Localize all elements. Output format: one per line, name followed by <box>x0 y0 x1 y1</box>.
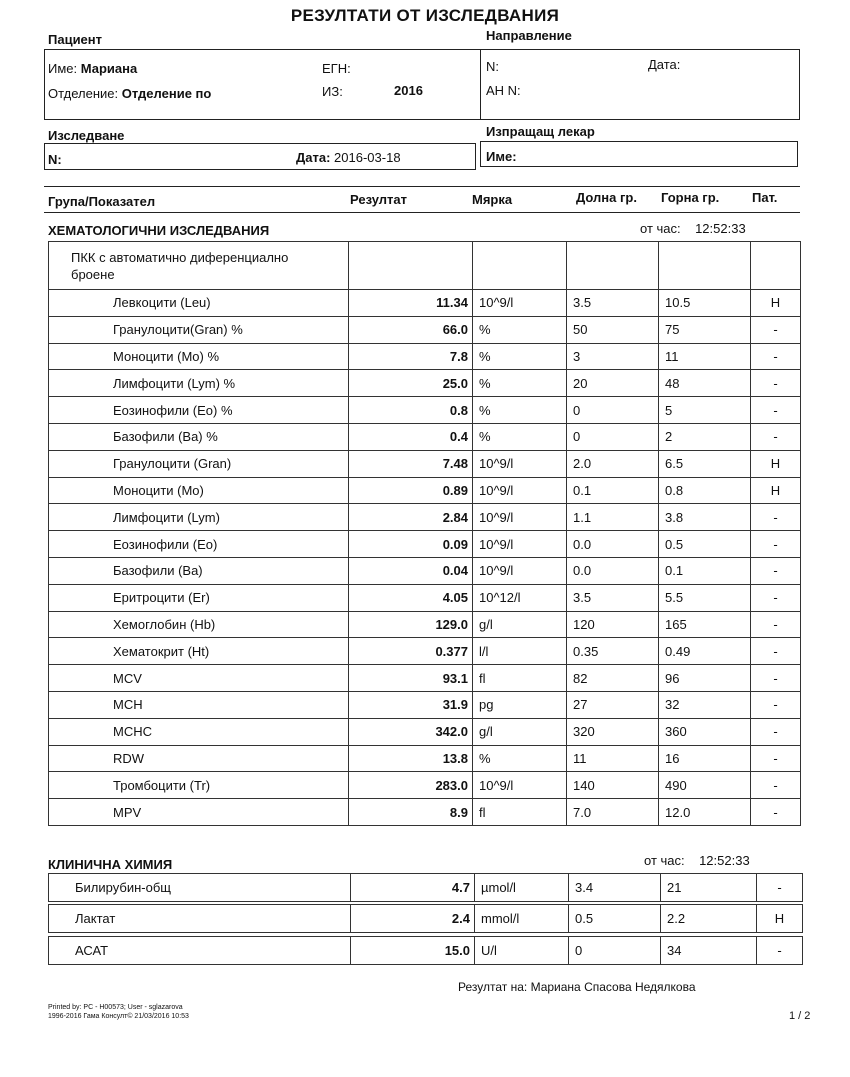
high-limit-cell: 490 <box>659 772 751 799</box>
table-row <box>49 584 801 611</box>
high-limit-cell: 48 <box>659 370 751 397</box>
pathology-flag-cell: - <box>751 799 801 826</box>
result-value-cell: 8.9 <box>349 799 473 826</box>
result-name-cell: MCV <box>49 665 349 692</box>
high-limit-cell: 0.49 <box>659 638 751 665</box>
chemistry-time <box>644 853 750 868</box>
table-row <box>49 718 801 745</box>
table-row <box>49 450 801 477</box>
patient-egn-label: ЕГН: <box>322 61 351 76</box>
referral-n-label: N: <box>486 59 499 74</box>
high-limit-cell: 6.5 <box>659 450 751 477</box>
result-unit-cell: l/l <box>473 638 567 665</box>
result-value-cell: 7.48 <box>349 450 473 477</box>
result-value-cell: 31.9 <box>349 691 473 718</box>
study-section-label: Изследване <box>48 128 125 143</box>
high-limit-cell: 32 <box>659 691 751 718</box>
patient-name-row <box>48 61 137 76</box>
header-bottom-rule <box>44 212 800 213</box>
chemistry-row-table <box>48 873 803 902</box>
high-limit-cell: 75 <box>659 316 751 343</box>
result-name-cell: Гранулоцити(Gran) % <box>49 316 349 343</box>
pathology-flag-cell: - <box>751 745 801 772</box>
high-limit-cell: 34 <box>661 937 757 965</box>
col-unit-header: Мярка <box>472 192 513 207</box>
result-unit-cell: g/l <box>473 611 567 638</box>
pathology-flag-cell: - <box>751 638 801 665</box>
pathology-flag-cell: - <box>751 370 801 397</box>
pathology-flag-cell: - <box>751 316 801 343</box>
pathology-flag-cell: - <box>751 772 801 799</box>
hematology-time <box>640 221 746 236</box>
result-value-cell: 2.84 <box>349 504 473 531</box>
referral-date-label: Дата: <box>648 57 681 72</box>
result-name-cell: Хематокрит (Ht) <box>49 638 349 665</box>
result-unit-cell: 10^9/l <box>473 772 567 799</box>
result-name-cell: MPV <box>49 799 349 826</box>
pathology-flag-cell: - <box>751 531 801 558</box>
result-name-cell: Билирубин-общ <box>49 874 351 902</box>
table-row <box>49 477 801 504</box>
high-limit-cell: 16 <box>659 745 751 772</box>
pathology-flag-cell: - <box>751 718 801 745</box>
col-low-header: Долна гр. <box>576 190 637 205</box>
hematology-time-value: 12:52:33 <box>695 221 746 236</box>
result-name-cell: Еозинофили (Eo) % <box>49 397 349 424</box>
table-row <box>49 611 801 638</box>
panel-title-line2: броене <box>71 266 115 282</box>
high-limit-cell: 10.5 <box>659 290 751 317</box>
low-limit-cell: 27 <box>567 691 659 718</box>
result-name-cell: Базофили (Ba) <box>49 557 349 584</box>
result-value-cell: 0.09 <box>349 531 473 558</box>
result-name-cell: Тромбоцити (Tr) <box>49 772 349 799</box>
high-limit-cell: 2.2 <box>661 905 757 933</box>
patient-dept-value: Отделение по <box>121 86 212 101</box>
low-limit-cell: 0 <box>569 937 661 965</box>
pathology-flag-cell: - <box>751 611 801 638</box>
high-limit-cell: 2 <box>659 423 751 450</box>
header-top-rule <box>44 186 800 187</box>
col-result-header: Резултат <box>350 192 407 207</box>
pathology-flag-cell: H <box>751 290 801 317</box>
low-limit-cell: 0.5 <box>569 905 661 933</box>
chemistry-row-table <box>48 904 803 933</box>
panel-header-row <box>49 242 801 290</box>
low-limit-cell: 3.5 <box>567 290 659 317</box>
result-unit-cell: 10^9/l <box>473 477 567 504</box>
result-unit-cell: % <box>473 316 567 343</box>
high-limit-cell: 12.0 <box>659 799 751 826</box>
result-value-cell: 0.377 <box>349 638 473 665</box>
pathology-flag-cell: - <box>751 691 801 718</box>
result-unit-cell: mmol/l <box>475 905 569 933</box>
study-date-value: 2016-03-18 <box>334 150 401 165</box>
result-unit-cell: 10^12/l <box>473 584 567 611</box>
result-value-cell: 4.7 <box>351 874 475 902</box>
patient-referral-divider <box>480 49 481 120</box>
page-title: РЕЗУЛТАТИ ОТ ИЗСЛЕДВАНИЯ <box>290 6 560 25</box>
result-name-cell: Левкоцити (Leu) <box>49 290 349 317</box>
result-unit-cell: 10^9/l <box>473 531 567 558</box>
result-unit-cell: % <box>473 370 567 397</box>
result-value-cell: 13.8 <box>349 745 473 772</box>
low-limit-cell: 140 <box>567 772 659 799</box>
table-row <box>49 745 801 772</box>
low-limit-cell: 0 <box>567 423 659 450</box>
table-row <box>49 557 801 584</box>
col-group-header: Група/Показател <box>48 194 156 209</box>
pathology-flag-cell: - <box>757 937 803 965</box>
result-unit-cell: 10^9/l <box>473 557 567 584</box>
page-number: 1 / 2 <box>789 1010 811 1022</box>
table-row <box>49 423 801 450</box>
high-limit-cell: 21 <box>661 874 757 902</box>
chemistry-title: КЛИНИЧНА ХИМИЯ <box>48 857 173 872</box>
result-for <box>458 980 696 994</box>
result-value-cell: 11.34 <box>349 290 473 317</box>
pathology-flag-cell: H <box>751 477 801 504</box>
result-unit-cell: % <box>473 343 567 370</box>
pathology-flag-cell: - <box>751 397 801 424</box>
referral-an-label: АН N: <box>486 83 521 98</box>
result-name-cell: АСАТ <box>49 937 351 965</box>
col-high-header: Горна гр. <box>661 190 720 205</box>
high-limit-cell: 0.1 <box>659 557 751 584</box>
hematology-title: ХЕМАТОЛОГИЧНИ ИЗСЛЕДВАНИЯ <box>48 223 270 238</box>
chemistry-time-label: от час: <box>644 853 685 868</box>
result-unit-cell: µmol/l <box>475 874 569 902</box>
panel-title-cell <box>49 242 349 290</box>
pathology-flag-cell: H <box>751 450 801 477</box>
table-row <box>49 937 803 965</box>
table-row <box>49 638 801 665</box>
hematology-table <box>48 241 801 826</box>
pathology-flag-cell: - <box>751 665 801 692</box>
pathology-flag-cell: - <box>751 423 801 450</box>
low-limit-cell: 2.0 <box>567 450 659 477</box>
low-limit-cell: 3.5 <box>567 584 659 611</box>
high-limit-cell: 96 <box>659 665 751 692</box>
copyright: 1996-2016 Гама Консулт© 21/03/2016 10:53 <box>48 1013 189 1020</box>
table-row <box>49 874 803 902</box>
patient-name-value: Мариана <box>80 61 138 76</box>
result-value-cell: 283.0 <box>349 772 473 799</box>
patient-dept-label: Отделение: <box>48 86 119 101</box>
result-name-cell: Лимфоцити (Lym) % <box>49 370 349 397</box>
patient-iz-label: ИЗ: <box>322 84 343 99</box>
patient-section-label: Пациент <box>48 32 103 47</box>
high-limit-cell: 165 <box>659 611 751 638</box>
result-unit-cell: 10^9/l <box>473 504 567 531</box>
low-limit-cell: 3 <box>567 343 659 370</box>
high-limit-cell: 0.8 <box>659 477 751 504</box>
low-limit-cell: 11 <box>567 745 659 772</box>
result-value-cell: 0.8 <box>349 397 473 424</box>
table-row <box>49 691 801 718</box>
result-name-cell: RDW <box>49 745 349 772</box>
table-row <box>49 370 801 397</box>
study-box <box>44 143 476 170</box>
col-pat-header: Пат. <box>752 190 778 205</box>
patient-dept-row <box>48 86 211 101</box>
high-limit-cell: 0.5 <box>659 531 751 558</box>
low-limit-cell: 1.1 <box>567 504 659 531</box>
doctor-box <box>480 141 798 167</box>
table-row <box>49 665 801 692</box>
result-unit-cell: fl <box>473 799 567 826</box>
result-for-value: Мариана Спасова Недялкова <box>530 980 696 994</box>
result-for-label: Резултат на: <box>458 980 528 994</box>
low-limit-cell: 120 <box>567 611 659 638</box>
table-row <box>49 531 801 558</box>
result-value-cell: 2.4 <box>351 905 475 933</box>
high-limit-cell: 3.8 <box>659 504 751 531</box>
pathology-flag-cell: - <box>751 504 801 531</box>
table-row <box>49 290 801 317</box>
result-name-cell: Лимфоцити (Lym) <box>49 504 349 531</box>
study-date-label: Дата: <box>296 150 331 165</box>
doctor-section-label: Изпращащ лекар <box>486 124 595 139</box>
result-name-cell: MCHC <box>49 718 349 745</box>
low-limit-cell: 320 <box>567 718 659 745</box>
high-limit-cell: 5 <box>659 397 751 424</box>
low-limit-cell: 7.0 <box>567 799 659 826</box>
patient-iz-value: 2016 <box>394 83 423 98</box>
pathology-flag-cell: - <box>751 343 801 370</box>
low-limit-cell: 0.0 <box>567 531 659 558</box>
study-n-label: N: <box>48 152 62 167</box>
chemistry-time-value: 12:52:33 <box>699 853 750 868</box>
result-name-cell: Моноцити (Mo) <box>49 477 349 504</box>
patient-name-label: Име: <box>48 61 78 76</box>
result-unit-cell: 10^9/l <box>473 450 567 477</box>
table-row <box>49 504 801 531</box>
result-value-cell: 4.05 <box>349 584 473 611</box>
printed-by: Printed by: PC - H00573; User - sglazarova <box>48 1004 183 1011</box>
doctor-name-label: Име: <box>486 149 517 164</box>
low-limit-cell: 0.1 <box>567 477 659 504</box>
hematology-time-label: от час: <box>640 221 681 236</box>
low-limit-cell: 0 <box>567 397 659 424</box>
result-name-cell: MCH <box>49 691 349 718</box>
result-value-cell: 25.0 <box>349 370 473 397</box>
result-unit-cell: pg <box>473 691 567 718</box>
table-row <box>49 343 801 370</box>
table-row <box>49 772 801 799</box>
pathology-flag-cell: - <box>751 584 801 611</box>
low-limit-cell: 0.35 <box>567 638 659 665</box>
result-value-cell: 7.8 <box>349 343 473 370</box>
result-value-cell: 342.0 <box>349 718 473 745</box>
result-value-cell: 0.89 <box>349 477 473 504</box>
high-limit-cell: 11 <box>659 343 751 370</box>
low-limit-cell: 50 <box>567 316 659 343</box>
table-row <box>49 316 801 343</box>
result-unit-cell: U/l <box>475 937 569 965</box>
pathology-flag-cell: - <box>751 557 801 584</box>
result-name-cell: Еритроцити (Er) <box>49 584 349 611</box>
pathology-flag-cell: H <box>757 905 803 933</box>
result-unit-cell: % <box>473 745 567 772</box>
result-name-cell: Базофили (Ba) % <box>49 423 349 450</box>
result-name-cell: Моноцити (Mo) % <box>49 343 349 370</box>
result-value-cell: 0.4 <box>349 423 473 450</box>
result-name-cell: Еозинофили (Eo) <box>49 531 349 558</box>
panel-title-line1: ПКК с автоматично диференциално <box>71 249 289 265</box>
result-unit-cell: % <box>473 397 567 424</box>
table-row <box>49 397 801 424</box>
study-date-row <box>296 150 401 165</box>
result-name-cell: Лактат <box>49 905 351 933</box>
low-limit-cell: 82 <box>567 665 659 692</box>
low-limit-cell: 20 <box>567 370 659 397</box>
referral-section-label: Направление <box>486 28 572 43</box>
result-value-cell: 66.0 <box>349 316 473 343</box>
result-name-cell: Хемоглобин (Hb) <box>49 611 349 638</box>
high-limit-cell: 5.5 <box>659 584 751 611</box>
result-unit-cell: 10^9/l <box>473 290 567 317</box>
high-limit-cell: 360 <box>659 718 751 745</box>
result-value-cell: 15.0 <box>351 937 475 965</box>
result-unit-cell: g/l <box>473 718 567 745</box>
pathology-flag-cell: - <box>757 874 803 902</box>
result-value-cell: 129.0 <box>349 611 473 638</box>
chemistry-row-table <box>48 936 803 965</box>
result-unit-cell: fl <box>473 665 567 692</box>
result-value-cell: 93.1 <box>349 665 473 692</box>
result-value-cell: 0.04 <box>349 557 473 584</box>
table-row <box>49 905 803 933</box>
low-limit-cell: 3.4 <box>569 874 661 902</box>
table-row <box>49 799 801 826</box>
result-unit-cell: % <box>473 423 567 450</box>
result-name-cell: Гранулоцити (Gran) <box>49 450 349 477</box>
low-limit-cell: 0.0 <box>567 557 659 584</box>
